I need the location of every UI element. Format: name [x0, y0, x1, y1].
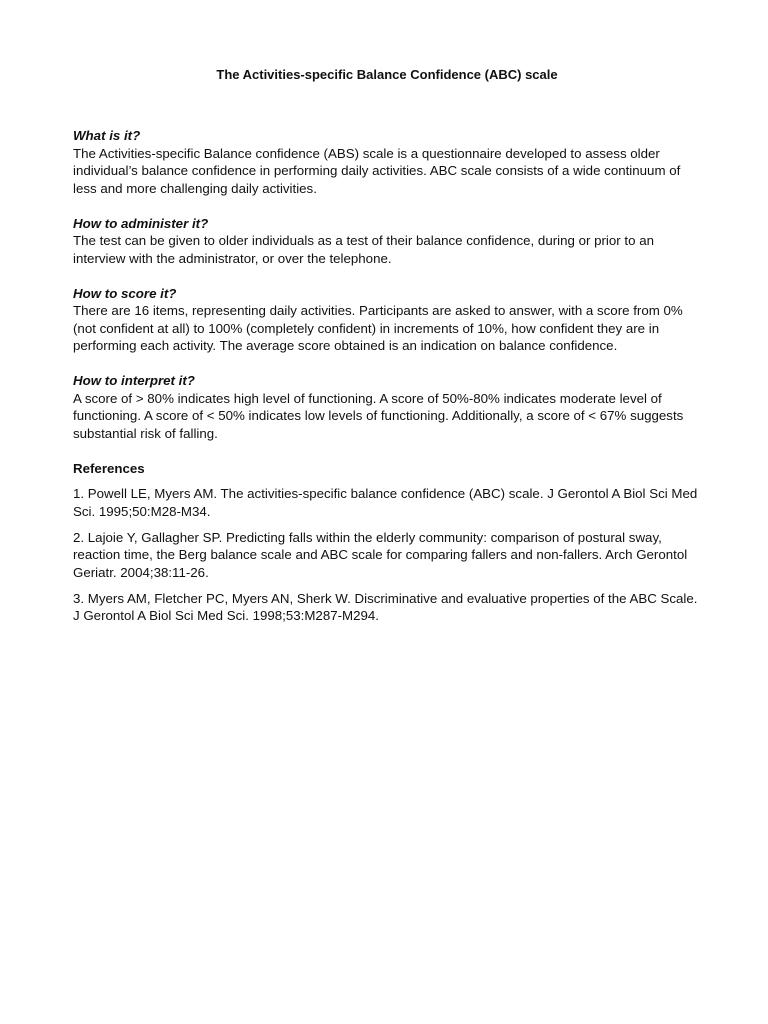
section-how-to-administer — [73, 215, 701, 268]
document-title: The Activities-specific Balance Confidence (ABC) scale — [216, 67, 558, 82]
document-page — [73, 66, 701, 633]
section-heading: How to administer it? — [73, 215, 209, 231]
section-heading: How to score it? — [73, 285, 177, 301]
reference-item: 3. Myers AM, Fletcher PC, Myers AN, Sherk W. Discriminative and evaluative properties of the ABC Scale. J Gerontol A Biol Sci Med Sci. 1998;53:M287-M294. — [73, 590, 698, 624]
section-how-to-interpret — [73, 372, 701, 443]
section-body: There are 16 items, representing daily activities. Participants are asked to answer, with a score from 0% (not confident at all) to 100% (completely confident) in increments of 10%, how confident they are in performing each activity. The average score obtained is an indication on balance confidence. — [73, 303, 683, 354]
section-what-is-it — [73, 127, 701, 198]
section-body: The Activities-specific Balance confidence (ABS) scale is a questionnaire developed to assess older individual’s balance confidence in performing daily activities. ABC scale consists of a wide continuum of less and more challenging daily activities. — [73, 145, 681, 196]
section-heading: What is it? — [73, 128, 141, 143]
reference-item: 1. Powell LE, Myers AM. The activities-specific balance confidence (ABC) scale. J Gerontol A Biol Sci Med Sci. 1995;50:M28-M34. — [73, 486, 698, 519]
references-heading: References — [73, 460, 145, 476]
section-heading: How to interpret it? — [73, 373, 195, 389]
section-body: The test can be given to older individuals as a test of their balance confidence, during or prior to an interview with the administrator, or over the telephone. — [73, 233, 654, 266]
references-section — [73, 460, 701, 625]
section-body: A score of > 80% indicates high level of functioning. A score of 50%-80% indicates moderate level of functioning. A score of < 50% indicates low levels of functioning. Additionally, a score of < 67% suggests substantial risk of falling. — [73, 390, 684, 442]
reference-item: 2. Lajoie Y, Gallagher SP. Predicting falls within the elderly community: comparison of postural sway, reaction time, the Berg balance scale and ABC scale for comparing fallers and non-fallers. Arch Gerontol Geriatr. 2004;38:11-26. — [73, 529, 688, 581]
section-how-to-score — [73, 285, 701, 356]
